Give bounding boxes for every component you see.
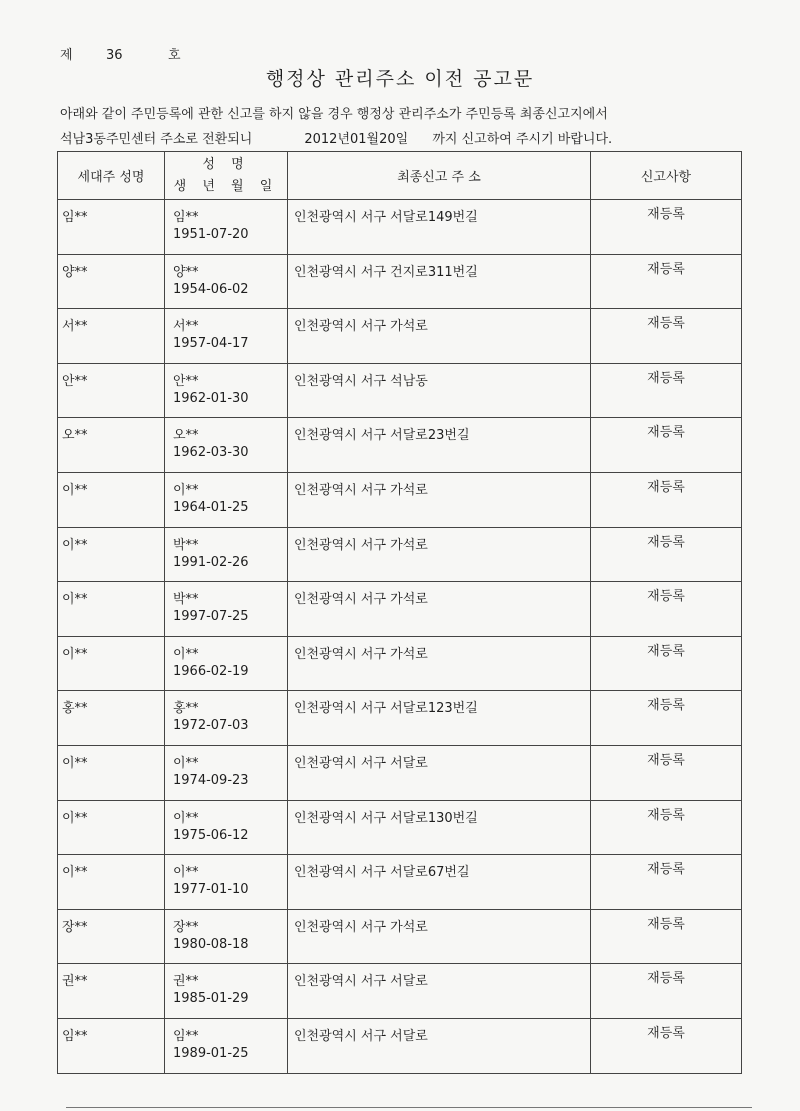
report-type: 재등록 — [647, 479, 685, 495]
person-name: 양** — [173, 264, 199, 280]
householder-name: 이** — [62, 592, 88, 608]
issue-prefix: 제 — [60, 48, 73, 63]
householder-cell — [58, 855, 165, 910]
address-cell — [288, 200, 591, 255]
report-type: 재등록 — [647, 589, 685, 605]
householder-name: 임** — [62, 210, 88, 225]
address: 인천광역시 서구 가석로 — [294, 592, 428, 608]
report-cell — [591, 363, 742, 418]
person-name: 이** — [173, 646, 199, 662]
birth-date: 1975-06-12 — [173, 827, 249, 843]
birth-date: 1954-06-02 — [173, 281, 249, 297]
name-birth-cell — [165, 745, 288, 800]
householder-cell — [58, 254, 165, 309]
report-cell — [591, 855, 742, 910]
address-cell — [288, 636, 591, 691]
householder-cell — [58, 472, 165, 527]
birth-date: 1951-07-20 — [173, 227, 249, 242]
address: 인천광역시 서구 서달로130번길 — [294, 810, 478, 826]
report-cell — [591, 582, 742, 637]
address: 인천광역시 서구 건지로311번길 — [294, 264, 478, 280]
address-cell — [288, 309, 591, 364]
address-cell — [288, 745, 591, 800]
address-cell — [288, 855, 591, 910]
report-type: 재등록 — [647, 316, 685, 332]
report-cell — [591, 964, 742, 1019]
report-type: 재등록 — [647, 916, 685, 932]
intro-paragraph — [60, 102, 760, 152]
address: 인천광역시 서구 가석로 — [294, 482, 428, 498]
table-row — [58, 527, 742, 582]
report-cell — [591, 1018, 742, 1073]
person-name: 이** — [173, 810, 199, 826]
notice-table — [57, 151, 742, 1074]
table-row — [58, 691, 742, 746]
householder-cell — [58, 691, 165, 746]
address-cell — [288, 254, 591, 309]
name-birth-cell — [165, 800, 288, 855]
birth-date: 1985-01-29 — [173, 991, 249, 1007]
report-cell — [591, 800, 742, 855]
report-cell — [591, 527, 742, 582]
householder-cell — [58, 200, 165, 255]
householder-name: 장** — [62, 919, 88, 935]
name-birth-cell — [165, 964, 288, 1019]
birth-date: 1962-01-30 — [173, 390, 249, 406]
address-cell — [288, 363, 591, 418]
person-name: 임** — [173, 1028, 199, 1044]
name-birth-cell — [165, 909, 288, 964]
address: 인천광역시 서구 서달로123번길 — [294, 701, 478, 717]
address: 인천광역시 서구 가석로 — [294, 919, 428, 935]
person-name: 임** — [173, 210, 199, 225]
householder-cell — [58, 309, 165, 364]
report-type: 재등록 — [647, 207, 685, 222]
table-row — [58, 855, 742, 910]
address-cell — [288, 527, 591, 582]
person-name: 박** — [173, 592, 199, 608]
header-birth: 생 년 월 일 — [173, 178, 279, 194]
address: 인천광역시 서구 서달로23번길 — [294, 428, 470, 444]
intro-line-2 — [60, 127, 760, 152]
householder-name: 권** — [62, 974, 88, 990]
person-name: 권** — [173, 974, 199, 990]
report-cell — [591, 309, 742, 364]
householder-name: 이** — [62, 537, 88, 553]
name-birth-cell — [165, 363, 288, 418]
report-type: 재등록 — [647, 261, 685, 277]
householder-name: 이** — [62, 865, 88, 881]
name-birth-cell — [165, 472, 288, 527]
householder-cell — [58, 745, 165, 800]
person-name: 서** — [173, 319, 199, 335]
header-report: 신고사항 — [591, 152, 742, 200]
address-cell — [288, 909, 591, 964]
householder-cell — [58, 1018, 165, 1073]
report-cell — [591, 745, 742, 800]
report-cell — [591, 909, 742, 964]
intro-text-a: 석남3동주민센터 주소로 전환되니 — [60, 132, 253, 147]
address: 인천광역시 서구 가석로 — [294, 319, 428, 335]
intro-text-b: 까지 신고하여 주시기 바랍니다. — [432, 132, 613, 147]
householder-name: 양** — [62, 264, 88, 280]
householder-cell — [58, 363, 165, 418]
householder-name: 이** — [62, 646, 88, 662]
person-name: 장** — [173, 919, 199, 935]
address-cell — [288, 800, 591, 855]
table-row — [58, 909, 742, 964]
report-type: 재등록 — [647, 698, 685, 714]
householder-name: 서** — [62, 319, 88, 335]
birth-date: 1989-01-25 — [173, 1045, 249, 1061]
intro-line-1: 아래와 같이 주민등록에 관한 신고를 하지 않을 경우 행정상 관리주소가 주민등록 최종신고지에서 — [60, 107, 608, 122]
table-row — [58, 964, 742, 1019]
name-birth-cell — [165, 200, 288, 255]
table-row — [58, 472, 742, 527]
person-name: 박** — [173, 537, 199, 553]
table-row — [58, 254, 742, 309]
person-name: 이** — [173, 865, 199, 881]
name-birth-cell — [165, 691, 288, 746]
report-cell — [591, 636, 742, 691]
address-cell — [288, 472, 591, 527]
birth-date: 1980-08-18 — [173, 936, 249, 952]
header-name: 성 명 — [202, 156, 250, 172]
header-name-birth — [165, 152, 288, 200]
table-row — [58, 582, 742, 637]
householder-cell — [58, 800, 165, 855]
issue-number: 36 — [106, 48, 123, 63]
birth-date: 1991-02-26 — [173, 554, 249, 570]
birth-date: 1966-02-19 — [173, 663, 249, 679]
address-cell — [288, 582, 591, 637]
householder-cell — [58, 636, 165, 691]
table-row — [58, 1018, 742, 1073]
table-row — [58, 636, 742, 691]
report-type: 재등록 — [647, 534, 685, 550]
report-type: 재등록 — [647, 752, 685, 768]
birth-date: 1972-07-03 — [173, 718, 249, 734]
bottom-rule — [66, 1107, 752, 1108]
person-name: 오** — [173, 428, 199, 444]
name-birth-cell — [165, 636, 288, 691]
table-header-row — [58, 152, 742, 200]
report-type: 재등록 — [647, 370, 685, 386]
header-address: 최종신고 주 소 — [288, 152, 591, 200]
birth-date: 1962-03-30 — [173, 445, 249, 461]
name-birth-cell — [165, 418, 288, 473]
name-birth-cell — [165, 254, 288, 309]
birth-date: 1977-01-10 — [173, 882, 249, 898]
birth-date: 1964-01-25 — [173, 499, 249, 515]
address: 인천광역시 서구 가석로 — [294, 537, 428, 553]
householder-name: 임** — [62, 1028, 88, 1044]
householder-cell — [58, 964, 165, 1019]
address: 인천광역시 서구 서달로 — [294, 1028, 428, 1044]
report-type: 재등록 — [647, 971, 685, 987]
address: 인천광역시 서구 서달로67번길 — [294, 865, 470, 881]
report-type: 재등록 — [647, 643, 685, 659]
birth-date: 1974-09-23 — [173, 772, 249, 788]
address: 인천광역시 서구 가석로 — [294, 646, 428, 662]
householder-name: 안** — [62, 373, 88, 389]
issue-suffix: 호 — [168, 48, 181, 63]
name-birth-cell — [165, 1018, 288, 1073]
report-type: 재등록 — [647, 862, 685, 878]
name-birth-cell — [165, 309, 288, 364]
address-cell — [288, 964, 591, 1019]
report-cell — [591, 254, 742, 309]
person-name: 홍** — [173, 701, 199, 717]
report-type: 재등록 — [647, 425, 685, 441]
birth-date: 1957-04-17 — [173, 336, 249, 352]
person-name: 이** — [173, 482, 199, 498]
table-row — [58, 745, 742, 800]
report-type: 재등록 — [647, 807, 685, 823]
address-cell — [288, 1018, 591, 1073]
report-cell — [591, 418, 742, 473]
report-cell — [591, 200, 742, 255]
address-cell — [288, 691, 591, 746]
header-householder: 세대주 성명 — [58, 152, 165, 200]
address-cell — [288, 418, 591, 473]
householder-cell — [58, 527, 165, 582]
householder-cell — [58, 582, 165, 637]
person-name: 이** — [173, 755, 199, 771]
deadline-date: 2012년01월20일 — [304, 132, 409, 147]
table-row — [58, 309, 742, 364]
address: 인천광역시 서구 서달로 — [294, 755, 428, 771]
issue-number-line — [60, 44, 181, 63]
name-birth-cell — [165, 527, 288, 582]
report-cell — [591, 691, 742, 746]
person-name: 안** — [173, 373, 199, 389]
table-row — [58, 800, 742, 855]
birth-date: 1997-07-25 — [173, 609, 249, 625]
address: 인천광역시 서구 서달로 — [294, 974, 428, 990]
name-birth-cell — [165, 582, 288, 637]
document-title: 행정상 관리주소 이전 공고문 — [265, 68, 535, 90]
table-row — [58, 418, 742, 473]
householder-name: 이** — [62, 810, 88, 826]
householder-cell — [58, 909, 165, 964]
report-cell — [591, 472, 742, 527]
address: 인천광역시 서구 석남동 — [294, 373, 428, 389]
table-row — [58, 200, 742, 255]
address: 인천광역시 서구 서달로149번길 — [294, 210, 478, 225]
table-row — [58, 363, 742, 418]
householder-name: 이** — [62, 482, 88, 498]
name-birth-cell — [165, 855, 288, 910]
householder-name: 홍** — [62, 701, 88, 717]
householder-cell — [58, 418, 165, 473]
householder-name: 오** — [62, 428, 88, 444]
householder-name: 이** — [62, 755, 88, 771]
report-type: 재등록 — [647, 1025, 685, 1041]
